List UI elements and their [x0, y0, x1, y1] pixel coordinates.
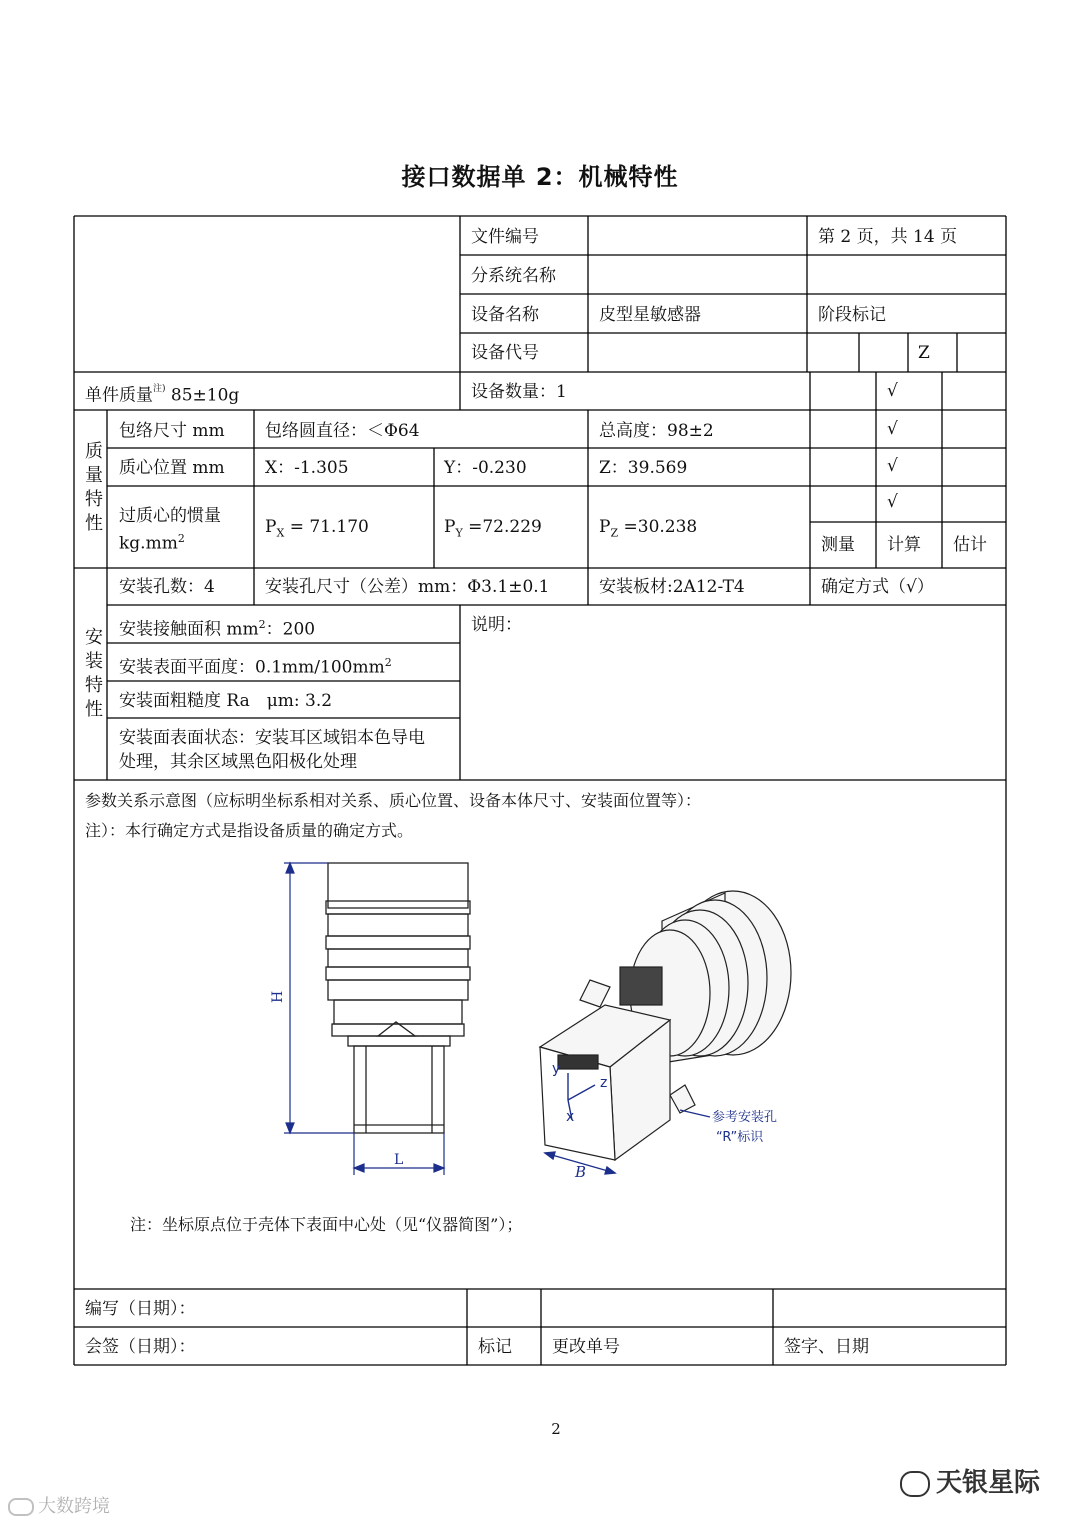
diagram-note: 注）：本行确定方式是指设备质量的确定方式。 — [85, 821, 414, 840]
total-height: 总高度：98±2 — [599, 421, 714, 441]
dim-b-label: B — [575, 1163, 587, 1181]
device-name-value: 皮型星敏感器 — [599, 305, 701, 325]
remarks-label: 说明： — [471, 615, 522, 635]
axis-x-label: x — [566, 1109, 575, 1125]
unit-mass: 单件质量$^{注)}$ 85±10g — [85, 384, 240, 406]
dim-l-label: L — [394, 1152, 404, 1168]
method-calc: 计算 — [887, 535, 921, 555]
mark-label: 标记 — [478, 1337, 512, 1357]
envelope-diameter: 包络圆直径：＜Φ64 — [265, 421, 420, 441]
watermark-right: 天银星际 — [900, 1462, 1040, 1499]
com-check: √ — [887, 456, 898, 476]
instrument-diagram — [270, 855, 830, 1185]
surface-state-line2: 处理，其余区域黑色阳极化处理 — [119, 752, 357, 772]
inertia-label: 过质心的惯量 — [119, 506, 221, 526]
mass-check: √ — [887, 381, 898, 401]
contact-area: 安装接触面积 $mm^2$：200 — [119, 618, 316, 640]
com-z: Z：39.569 — [599, 458, 688, 478]
watermark-left: 大数跨境 — [8, 1492, 110, 1518]
roughness: 安装面粗糙度 Ra μm: 3.2 — [119, 691, 333, 711]
stage-label: 阶段标记 — [818, 305, 886, 325]
hole-count: 安装孔数：4 — [119, 577, 215, 597]
hole-size: 安装孔尺寸（公差）mm：Φ3.1±0.1 — [265, 577, 550, 597]
page-title: 接口数据单 2：机械特性 — [401, 163, 679, 191]
axis-y-label: y — [552, 1061, 561, 1077]
diagram-caption: 参数关系示意图（应标明坐标系相对关系、质心位置、设备本体尺寸、安装面位置等）： — [85, 791, 702, 810]
page-number: 2 — [551, 1420, 561, 1438]
device-code-label: 设备代号 — [471, 343, 539, 363]
inertia-unit: $kg.mm^2$ — [119, 532, 185, 554]
ref-hole-label-1: 参考安装孔 — [712, 1110, 778, 1125]
origin-note: 注：坐标原点位于壳体下表面中心处（见“仪器简图”）； — [130, 1215, 523, 1234]
ref-hole-label-2: “R”标识 — [716, 1130, 764, 1145]
countersign-label: 会签（日期）： — [85, 1337, 196, 1357]
mounting-section-label: 安装特性 — [85, 627, 103, 720]
flatness: 安装表面平面度：$0.1mm/100mm^2$ — [119, 656, 392, 678]
envelope-check: √ — [887, 419, 898, 439]
inertia-py: $P_Y =72.229$ — [444, 517, 542, 540]
envelope-label: 包络尺寸 mm — [119, 421, 225, 441]
method-estimate: 估计 — [953, 535, 987, 555]
plate-material: 安装板材:2A12-T4 — [599, 577, 745, 597]
subsystem-label: 分系统名称 — [471, 266, 556, 286]
method-measure: 测量 — [821, 535, 855, 555]
com-y: Y：-0.230 — [444, 458, 527, 478]
page-info: 第 2 页，共 14 页 — [818, 227, 958, 247]
inertia-pz: $P_Z =30.238$ — [599, 517, 698, 540]
device-name-label: 设备名称 — [471, 305, 539, 325]
surface-state-line1: 安装面表面状态：安装耳区域铝本色导电 — [119, 728, 425, 748]
com-label: 质心位置 mm — [119, 458, 225, 478]
method-label: 确定方式（√） — [821, 577, 934, 597]
file-no-label: 文件编号 — [471, 227, 539, 247]
watermark-logo-icon — [8, 1498, 34, 1516]
mass-props-section-label: 质量特性 — [85, 441, 103, 534]
inertia-check: √ — [887, 492, 898, 512]
axis-z-label: z — [600, 1075, 608, 1091]
stage-value: Z — [918, 343, 930, 363]
change-no-label: 更改单号 — [552, 1337, 620, 1357]
sign-date-label: 签字、日期 — [784, 1337, 869, 1357]
device-count: 设备数量：1 — [471, 382, 567, 402]
prepared-label: 编写（日期）： — [85, 1299, 196, 1319]
inertia-px: $P_X = 71.170$ — [265, 517, 369, 540]
wechat-icon — [900, 1471, 930, 1497]
com-x: X：-1.305 — [265, 458, 349, 478]
dim-h-label: H — [270, 990, 286, 1003]
